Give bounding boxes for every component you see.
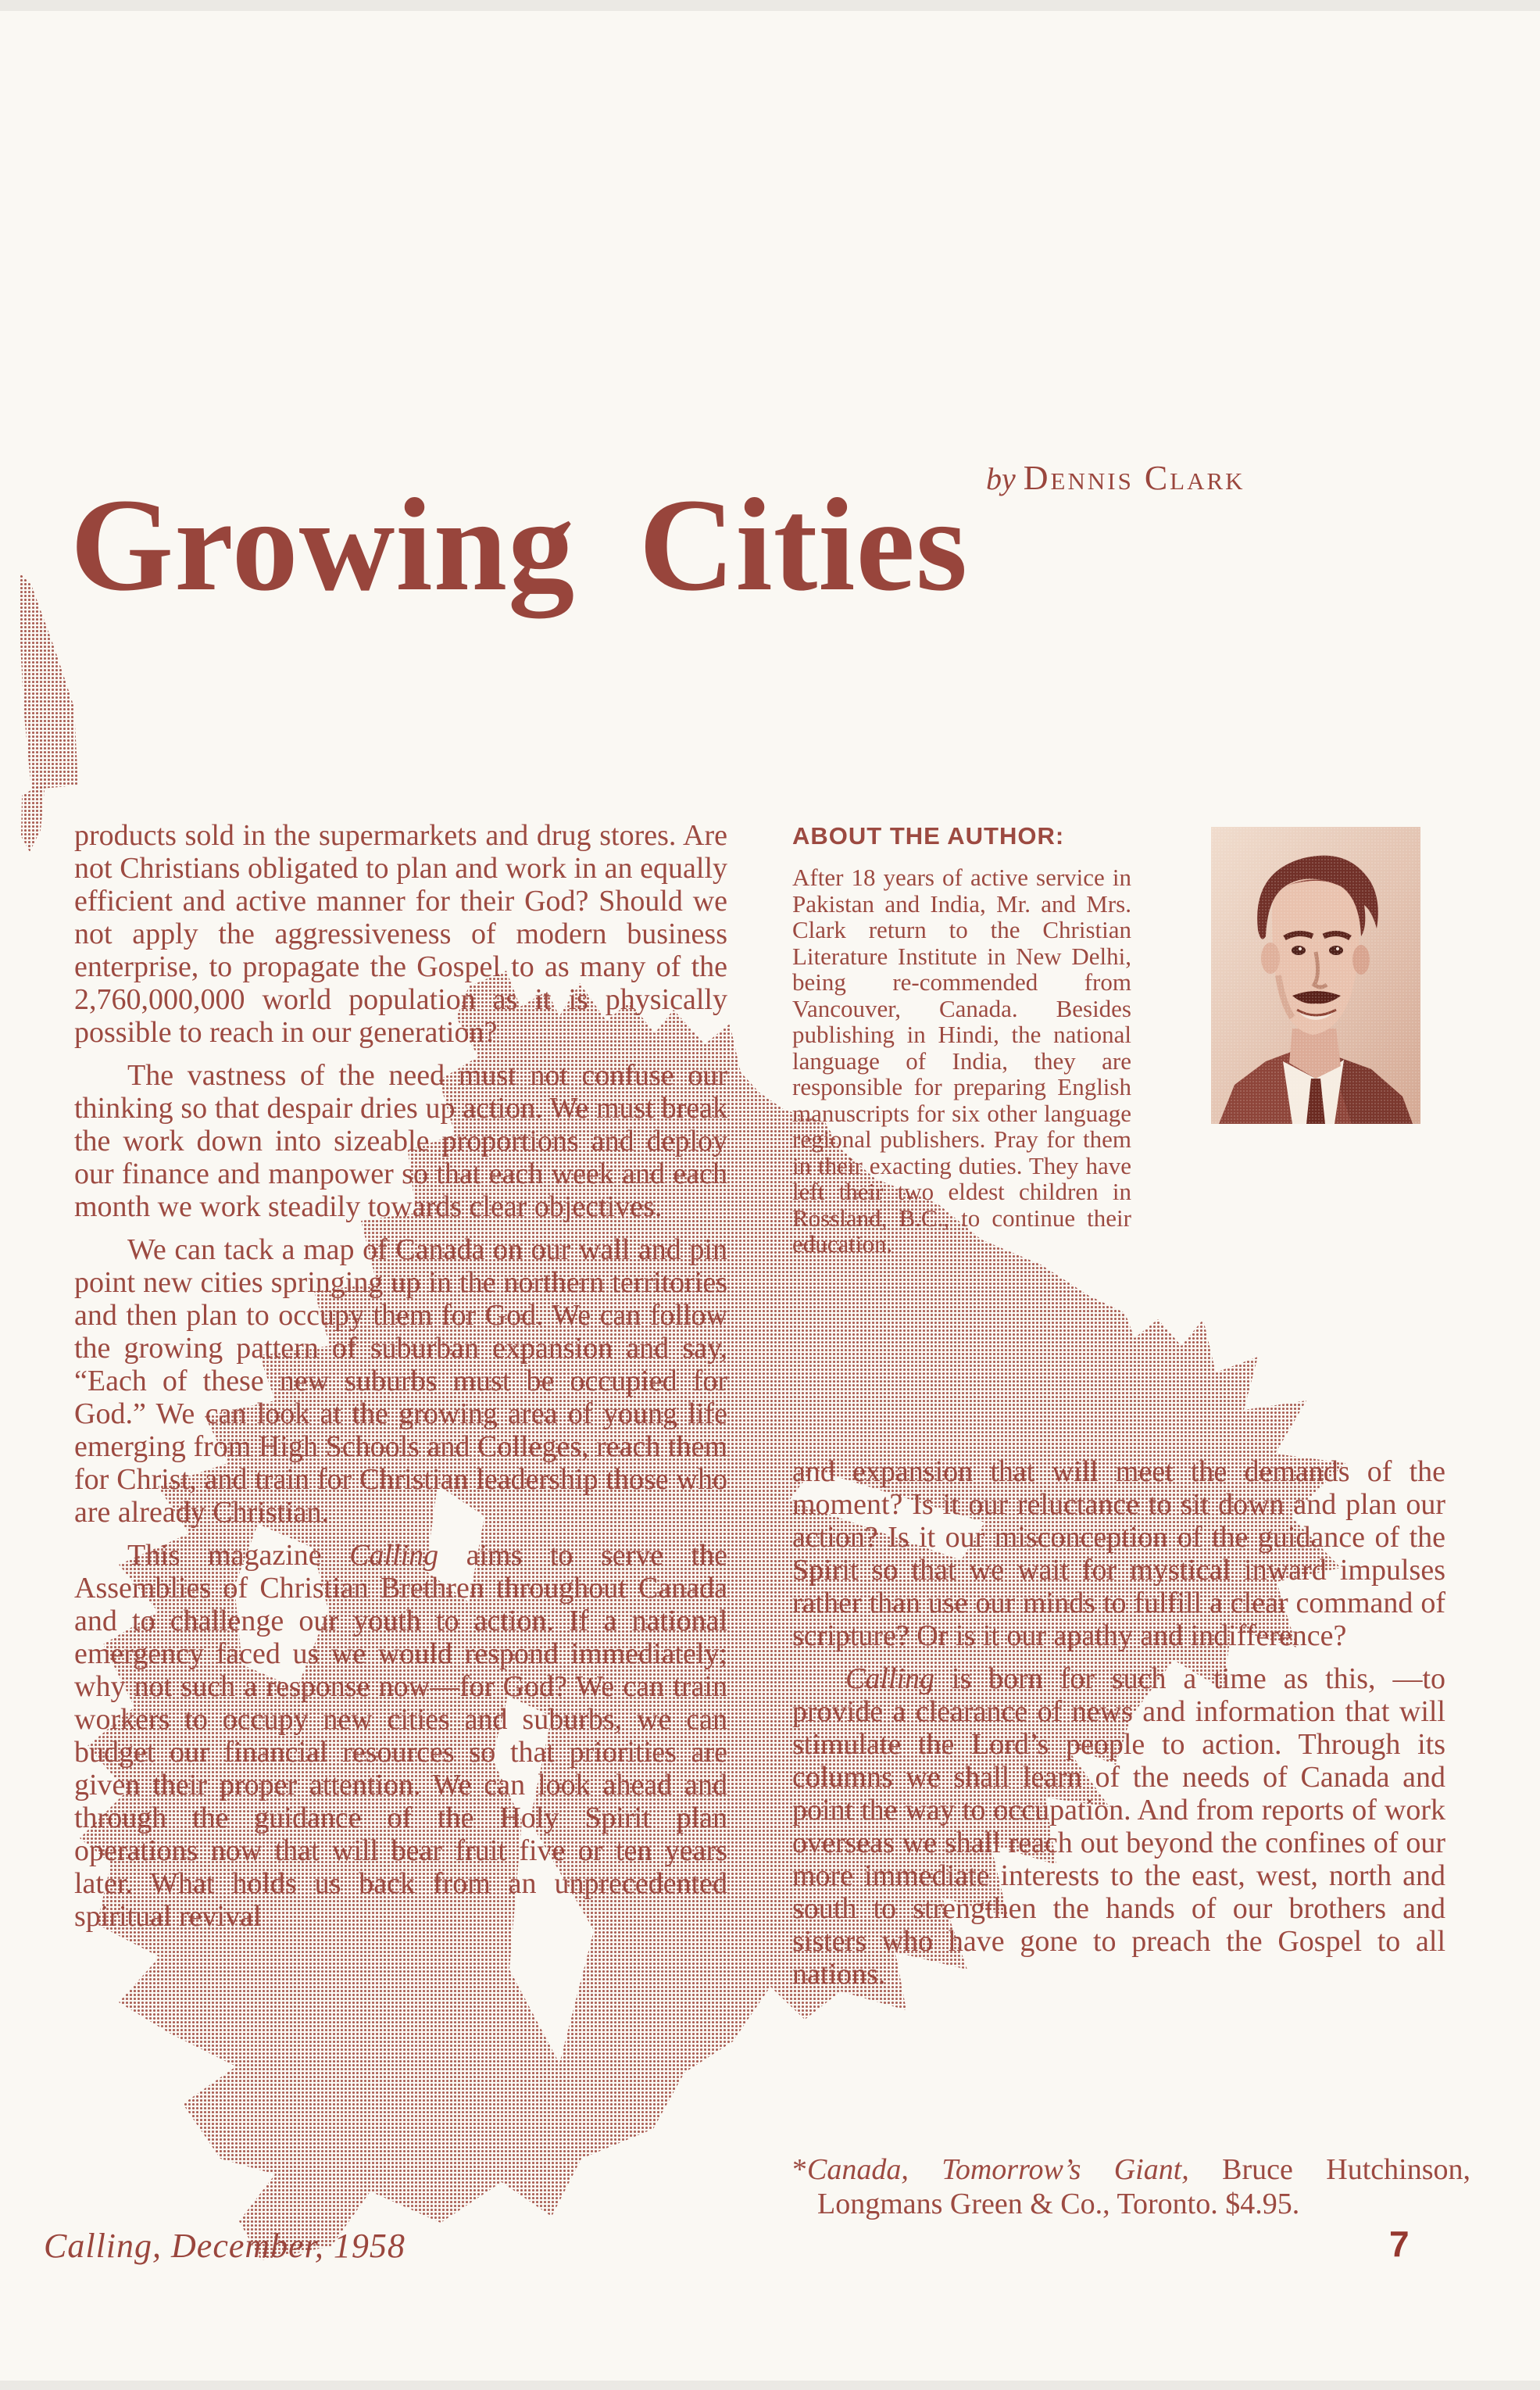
paragraph: products sold in the supermarkets and drug stores. Are not Christians obligated to plan and work in an equally efficient and active manner for their God? Should we not apply the aggressiveness of modern business enterprise, to propagate the Gospel to as many of the 2,760,000,000 world population as it is physically possible to reach in our generation? [74, 819, 727, 1049]
right-column [792, 1455, 1445, 1991]
book-title-italic: Canada, Tomorrow’s Giant, [807, 2153, 1189, 2186]
page-number: 7 [1389, 2224, 1410, 2264]
magazine-name-italic: Calling [349, 1539, 439, 1572]
author-photo [1211, 827, 1420, 1124]
byline-prefix: by [986, 461, 1016, 496]
footnote-marker: * [792, 2153, 807, 2186]
paragraph: This magazine Calling aims to serve the Assemblies of Christian Brethren throughout Canada and to challenge our youth to action. If a national emergency faced us we would respond immediately; why not such a response now—for God? We can train workers to occupy new cities and suburbs, we can budget our financial resources so that priorities are given their proper attention. We can look ahead and through the guidance of the Holy Spirit plan operations now that will bear fruit five or ten years later. What holds us back from an unprecedented spiritual revival [74, 1539, 727, 1933]
about-the-author-heading: ABOUT THE AUTHOR: [792, 822, 1065, 850]
paragraph: The vastness of the need must not confuse our thinking so that despair dries up action. We must break the work down into sizeable proportions and deploy our finance and manpower so that each week and each month we work steadily towards clear objectives. [74, 1059, 727, 1223]
page-title: Growing Cities [70, 470, 969, 618]
paragraph: and expansion that will meet the demands of the moment? Is it our reluctance to sit down and plan our action? Is it our misconception of the guidance of the Spirit so that we wait for mystical inward impulses rather than use our minds to fulfill a clear command of scripture? Or is it our apathy and indifference? [792, 1455, 1445, 1652]
byline [986, 458, 1245, 498]
about-the-author-body: After 18 years of active service in Pakistan and India, Mr. and Mrs. Clark return to the Christian Literature Institute in New Delhi, being re-commended from Vancouver, Canada. Besides publishing in Hindi, the national language of India, they are responsible for preparing English manuscripts for six other language regional publishers. Pray for them in their exacting duties. They have left their two eldest children in Rossland, B.C., to continue their education. [792, 864, 1131, 1258]
left-column [74, 819, 727, 1933]
map-fragment-west-sliver [21, 782, 45, 852]
magazine-name-italic: Calling [845, 1662, 935, 1695]
paragraph: We can tack a map of Canada on our wall and pin point new cities springing up in the northern territories and then plan to occupy them for God. We can follow the growing pattern of suburban expansion and say, “Each of these new suburbs must be occupied for God.” We can look at the growing area of young life emerging from High Schools and Colleges, reach them for Christ, and train for Christian leadership those who are already Christian. [74, 1233, 727, 1529]
footer-issue-citation: Calling, December, 1958 [44, 2227, 406, 2265]
book-footnote: *Canada, Tomorrow’s Giant, Bruce Hutchinson, Longmans Green & Co., Toronto. $4.95. [792, 2153, 1470, 2220]
paragraph: Calling is born for such a time as this, —to provide a clearance of news and information that will stimulate the Lord’s people to action. Through its columns we shall learn of the needs of Canada and point the way to occupation. And from reports of work overseas we shall reach out beyond the confines of our more immediate interests to the east, west, north and south to strengthen the hands of our brothers and sisters who have gone to preach the Gospel to all nations. [792, 1662, 1445, 1991]
byline-author-name: Dennis Clark [1023, 459, 1245, 497]
halftone-overlay [1211, 827, 1420, 1124]
map-fragment-west [20, 573, 78, 789]
